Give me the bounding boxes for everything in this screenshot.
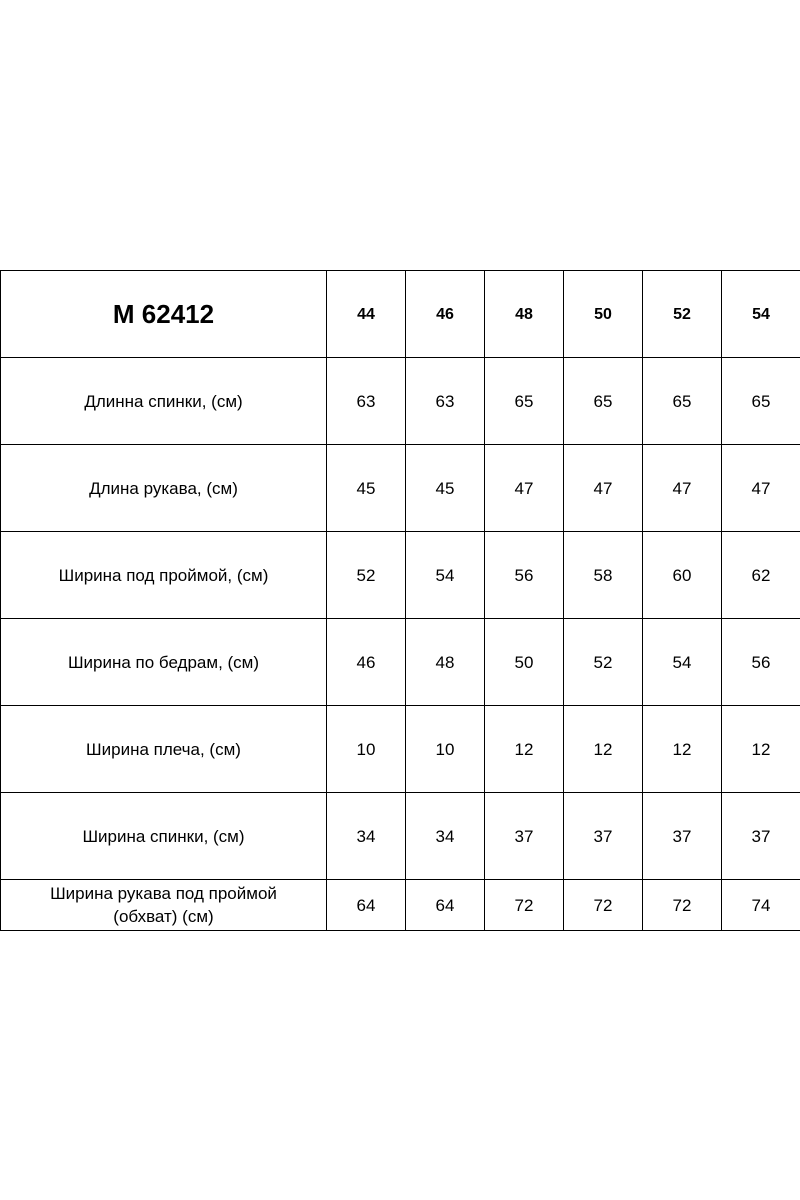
- measurement-value: 65: [485, 358, 564, 445]
- measurement-value: 72: [564, 880, 643, 931]
- measurement-value: 37: [564, 793, 643, 880]
- size-header: 50: [564, 271, 643, 358]
- measurement-value: 47: [485, 445, 564, 532]
- measurement-value: 63: [327, 358, 406, 445]
- measurement-value: 54: [643, 619, 722, 706]
- measurement-value: 52: [327, 532, 406, 619]
- measurement-label: Длина рукава, (см): [1, 445, 327, 532]
- measurement-value: 47: [643, 445, 722, 532]
- table-row: [1, 532, 800, 619]
- size-header: 52: [643, 271, 722, 358]
- table-row: [1, 793, 800, 880]
- measurement-value: 58: [564, 532, 643, 619]
- measurement-value: 37: [485, 793, 564, 880]
- size-header: 46: [406, 271, 485, 358]
- measurement-label: Длинна спинки, (см): [1, 358, 327, 445]
- measurement-value: 12: [722, 706, 800, 793]
- measurement-value: 34: [327, 793, 406, 880]
- measurement-value: 45: [327, 445, 406, 532]
- measurement-value: 37: [643, 793, 722, 880]
- measurement-value: 46: [327, 619, 406, 706]
- size-header: 54: [722, 271, 800, 358]
- measurement-value: 74: [722, 880, 800, 931]
- measurement-value: 50: [485, 619, 564, 706]
- measurement-value: 64: [406, 880, 485, 931]
- measurement-value: 45: [406, 445, 485, 532]
- measurement-value: 63: [406, 358, 485, 445]
- table-row: [1, 445, 800, 532]
- measurement-value: 37: [722, 793, 800, 880]
- measurement-label: Ширина рукава под проймой (обхват) (см): [1, 880, 327, 931]
- measurement-label: Ширина под проймой, (см): [1, 532, 327, 619]
- measurement-label: Ширина плеча, (см): [1, 706, 327, 793]
- measurement-label: Ширина по бедрам, (см): [1, 619, 327, 706]
- table-row: [1, 619, 800, 706]
- table-row: [1, 880, 800, 931]
- size-header: 48: [485, 271, 564, 358]
- measurement-value: 10: [406, 706, 485, 793]
- measurement-value: 72: [485, 880, 564, 931]
- measurement-value: 47: [564, 445, 643, 532]
- measurement-value: 54: [406, 532, 485, 619]
- header-row: [1, 271, 800, 358]
- measurement-value: 12: [643, 706, 722, 793]
- table-row: [1, 358, 800, 445]
- measurement-value: 56: [722, 619, 800, 706]
- measurement-value: 65: [722, 358, 800, 445]
- size-header: 44: [327, 271, 406, 358]
- measurement-value: 48: [406, 619, 485, 706]
- measurement-value: 34: [406, 793, 485, 880]
- measurement-value: 65: [564, 358, 643, 445]
- measurement-value: 60: [643, 532, 722, 619]
- measurement-value: 52: [564, 619, 643, 706]
- measurement-value: 12: [485, 706, 564, 793]
- measurement-label: Ширина спинки, (см): [1, 793, 327, 880]
- measurement-value: 72: [643, 880, 722, 931]
- measurement-value: 10: [327, 706, 406, 793]
- measurement-value: 62: [722, 532, 800, 619]
- size-chart-table: [0, 270, 800, 931]
- measurement-value: 56: [485, 532, 564, 619]
- measurement-value: 65: [643, 358, 722, 445]
- measurement-value: 12: [564, 706, 643, 793]
- measurement-value: 64: [327, 880, 406, 931]
- model-number: M 62412: [1, 271, 327, 358]
- table-row: [1, 706, 800, 793]
- measurement-value: 47: [722, 445, 800, 532]
